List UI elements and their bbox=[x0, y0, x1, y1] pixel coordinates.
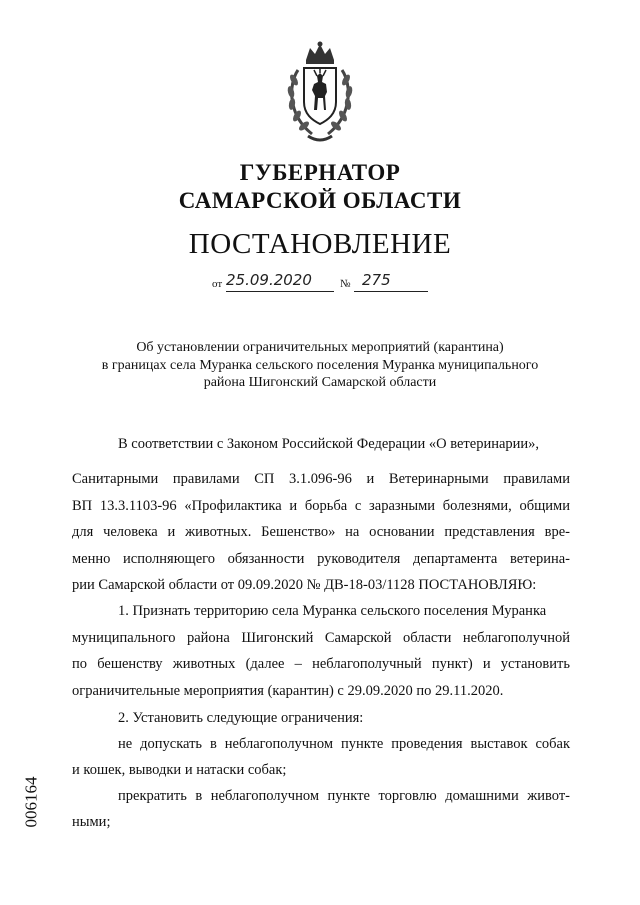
body-line: прекратить в неблагополучном пункте торговлю домашними живот- bbox=[118, 788, 570, 804]
body-line: и кошек, выводки и натаски собак; bbox=[72, 762, 287, 778]
date-number-line bbox=[212, 272, 432, 294]
body-line: по бешенству животных (далее – неблагополучный пункт) и установить bbox=[72, 656, 570, 672]
subject-line: района Шигонский Самарской области bbox=[203, 375, 437, 390]
body-line: не допускать в неблагополучном пункте проведения выставок собак bbox=[118, 736, 570, 752]
body-line: менно исполняющего обязанности руководителя департамента ветерина- bbox=[72, 551, 570, 567]
authority-title: ГУБЕРНАТОР bbox=[239, 160, 401, 185]
number-underline bbox=[354, 291, 428, 292]
subject-line: Об установлении ограничительных мероприятий (карантина) bbox=[136, 340, 504, 355]
body-line: Санитарными правилами СП 3.1.096-96 и Ветеринарными правилами bbox=[72, 471, 570, 487]
body-line: В соответствии с Законом Российской Федерации «О ветеринарии», bbox=[118, 436, 540, 452]
date-underline bbox=[226, 291, 334, 292]
registration-stamp bbox=[21, 772, 48, 832]
body-line: ными; bbox=[72, 814, 111, 830]
body-line: ограничительные мероприятия (карантин) с 29.09.2020 по 29.11.2020. bbox=[72, 683, 504, 699]
coat-of-arms-emblem bbox=[278, 40, 362, 148]
body-line: рии Самарской области от 09.09.2020 № ДВ-18-03/1128 ПОСТАНОВЛЯЮ: bbox=[72, 577, 537, 593]
authority-region: САМАРСКОЙ ОБЛАСТИ bbox=[178, 188, 462, 213]
body-line: для человека и животных. Бешенство» на основании представления вре- bbox=[72, 524, 570, 540]
date-prefix: от bbox=[212, 278, 223, 290]
document-subject bbox=[60, 339, 580, 392]
date-value: 25.09.2020 bbox=[226, 271, 312, 289]
subject-line: в границах села Муранка сельского поселения Муранка муниципального bbox=[101, 357, 539, 373]
number-value: 275 bbox=[362, 271, 391, 289]
document-type-title: ПОСТАНОВЛЕНИЕ bbox=[188, 228, 452, 260]
body-line: 1. Признать территорию села Муранка сельского поселения Муранка bbox=[118, 603, 547, 619]
number-prefix: № bbox=[340, 278, 351, 290]
body-line: ВП 13.3.1103-96 «Профилактика и борьба с заразными болезнями, общими bbox=[72, 498, 570, 514]
stamp-number: 006164 bbox=[21, 776, 41, 828]
body-line: муниципального района Шигонский Самарской области неблагополучной bbox=[72, 630, 570, 646]
body-line: 2. Установить следующие ограничения: bbox=[118, 710, 364, 726]
